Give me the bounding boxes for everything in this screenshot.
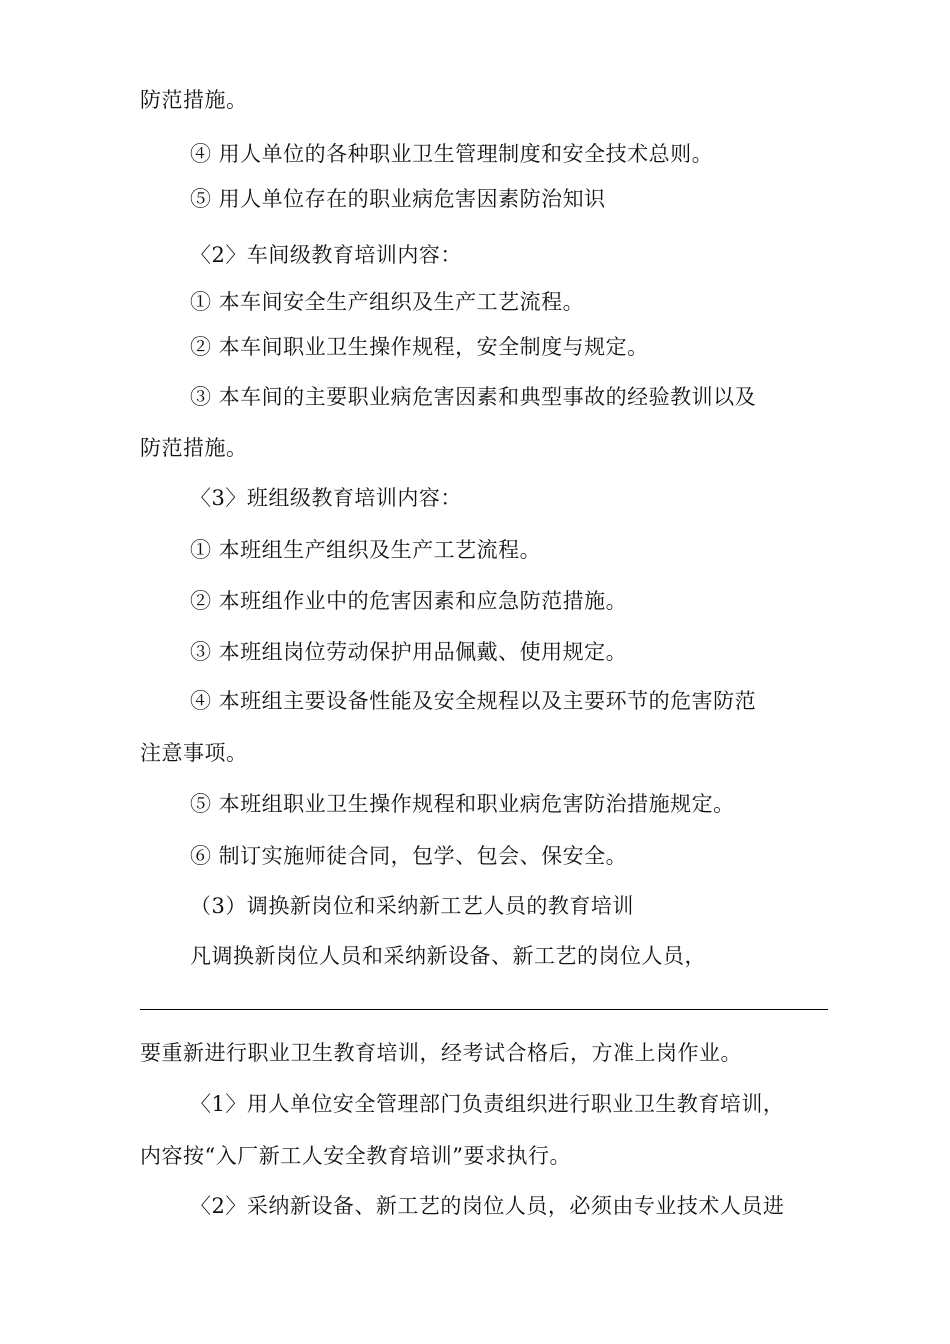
text-line: ② 本班组作业中的危害因素和应急防范措施。 [190, 589, 628, 613]
text-line: ⑤ 用人单位存在的职业病危害因素防治知识 [190, 187, 606, 211]
text-line: 〈2〉采纳新设备、新工艺的岗位人员，必须由专业技术人员进 [190, 1194, 785, 1218]
page-divider [140, 1009, 828, 1010]
text-line: 防范措施。 [140, 88, 248, 112]
text-line: ① 本班组生产组织及生产工艺流程。 [190, 538, 542, 562]
text-line: 内容按“入厂新工人安全教育培训”要求执行。 [140, 1144, 571, 1168]
text-line: ⑥ 制订实施师徒合同，包学、包会、保安全。 [190, 844, 628, 868]
text-line: 〈1〉用人单位安全管理部门负责组织进行职业卫生教育培训， [190, 1092, 785, 1116]
section-heading: 〈3〉班组级教育培训内容： [190, 486, 462, 510]
text-line: ⑤ 本班组职业卫生操作规程和职业病危害防治措施规定。 [190, 792, 735, 816]
text-line: ② 本车间职业卫生操作规程，安全制度与规定。 [190, 335, 649, 359]
text-line: ④ 用人单位的各种职业卫生管理制度和安全技术总则。 [190, 142, 714, 166]
text-line: ① 本车间安全生产组织及生产工艺流程。 [190, 290, 585, 314]
text-line: 凡调换新岗位人员和采纳新设备、新工艺的岗位人员， [190, 944, 706, 968]
text-line: ③ 本车间的主要职业病危害因素和典型事故的经验教训以及 [190, 385, 757, 409]
section-heading: （3）调换新岗位和采纳新工艺人员的教育培训 [190, 894, 634, 918]
text-line: ③ 本班组岗位劳动保护用品佩戴、使用规定。 [190, 640, 628, 664]
text-line: ④ 本班组主要设备性能及安全规程以及主要环节的危害防范 [190, 689, 757, 713]
section-heading: 〈2〉车间级教育培训内容： [190, 243, 462, 267]
text-line: 注意事项。 [140, 741, 248, 765]
text-line: 防范措施。 [140, 436, 248, 460]
text-line: 要重新进行职业卫生教育培训，经考试合格后，方准上岗作业。 [140, 1041, 742, 1065]
